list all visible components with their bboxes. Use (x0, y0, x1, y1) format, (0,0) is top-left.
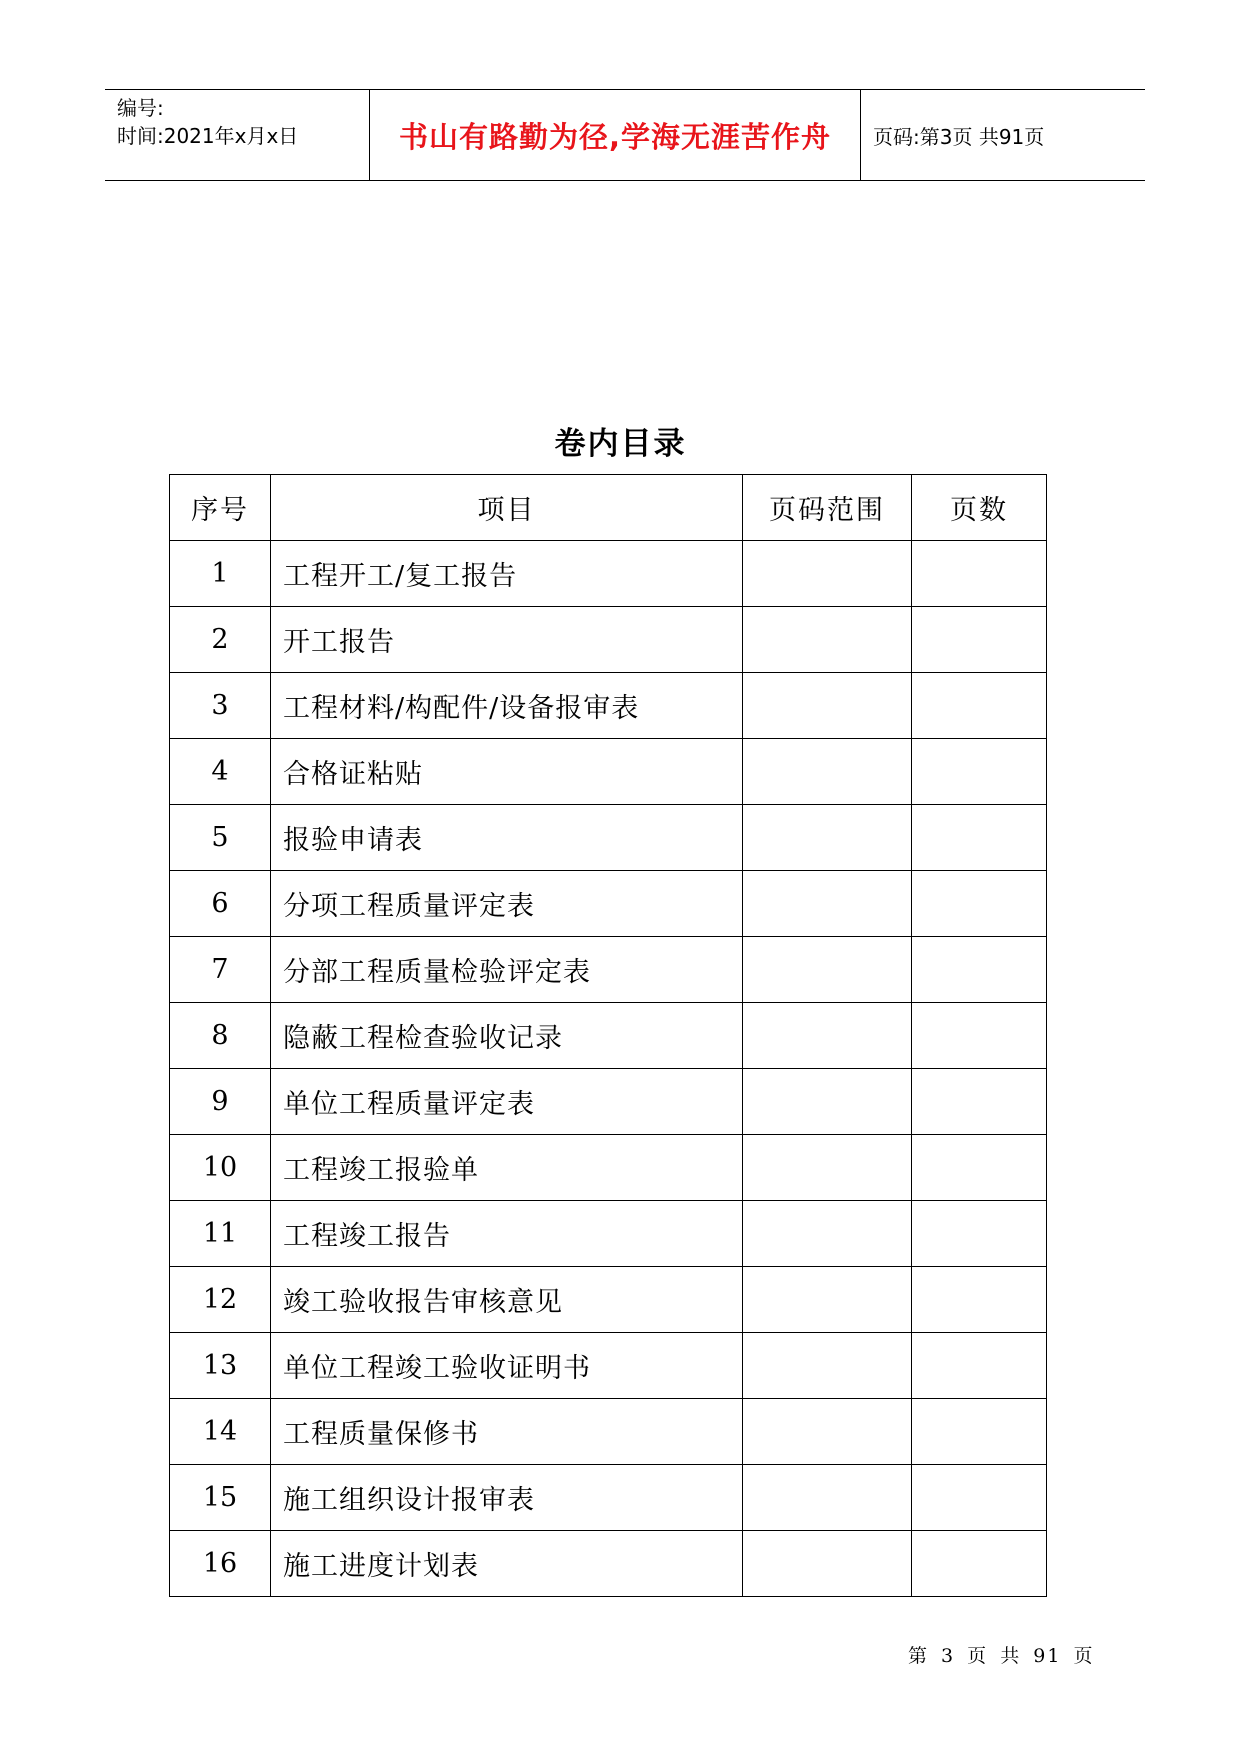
row-item: 工程竣工报告 (271, 1201, 743, 1267)
toc-table (169, 474, 1047, 1597)
row-page-count (912, 871, 1047, 937)
toc-header-row (170, 475, 1047, 541)
row-number: 13 (170, 1333, 271, 1399)
header-motto: 书山有路勤为径,学海无涯苦作舟 (370, 90, 861, 180)
row-item: 竣工验收报告审核意见 (271, 1267, 743, 1333)
row-number: 3 (170, 673, 271, 739)
row-number: 6 (170, 871, 271, 937)
row-item: 开工报告 (271, 607, 743, 673)
table-row (170, 1333, 1047, 1399)
row-number: 14 (170, 1399, 271, 1465)
row-number: 8 (170, 1003, 271, 1069)
table-row (170, 541, 1047, 607)
row-page-count (912, 541, 1047, 607)
row-number: 10 (170, 1135, 271, 1201)
header-page-range: 页码范围 (743, 475, 912, 541)
row-page-count (912, 1069, 1047, 1135)
row-item: 施工进度计划表 (271, 1531, 743, 1597)
row-page-range (743, 937, 912, 1003)
row-page-count (912, 1531, 1047, 1597)
page-footer: 第 3 页 共 91 页 (908, 1645, 1095, 1667)
row-number: 2 (170, 607, 271, 673)
table-row (170, 1135, 1047, 1201)
row-page-count (912, 1201, 1047, 1267)
row-page-range (743, 871, 912, 937)
table-row (170, 1267, 1047, 1333)
table-row (170, 1201, 1047, 1267)
row-item: 工程开工/复工报告 (271, 541, 743, 607)
header-no: 序号 (170, 475, 271, 541)
row-page-count (912, 739, 1047, 805)
row-number: 12 (170, 1267, 271, 1333)
row-page-count (912, 607, 1047, 673)
row-page-count (912, 1399, 1047, 1465)
table-row (170, 1003, 1047, 1069)
row-item: 单位工程质量评定表 (271, 1069, 743, 1135)
table-row (170, 937, 1047, 1003)
row-number: 7 (170, 937, 271, 1003)
row-number: 4 (170, 739, 271, 805)
header-item: 项目 (271, 475, 743, 541)
row-page-range (743, 1531, 912, 1597)
toc-body (170, 541, 1047, 1597)
table-row (170, 739, 1047, 805)
row-page-count (912, 1135, 1047, 1201)
header-meta (105, 90, 370, 180)
row-item: 工程竣工报验单 (271, 1135, 743, 1201)
document-title: 卷内目录 (554, 426, 687, 462)
time-label: 时间:2021年x月x日 (117, 124, 299, 148)
row-page-range (743, 673, 912, 739)
row-page-count (912, 1267, 1047, 1333)
row-number: 15 (170, 1465, 271, 1531)
table-row (170, 805, 1047, 871)
row-item: 报验申请表 (271, 805, 743, 871)
table-row (170, 1399, 1047, 1465)
row-number: 16 (170, 1531, 271, 1597)
header-page-count: 页数 (912, 475, 1047, 541)
row-number: 5 (170, 805, 271, 871)
row-item: 隐蔽工程检查验收记录 (271, 1003, 743, 1069)
row-page-range (743, 1465, 912, 1531)
row-page-range (743, 805, 912, 871)
row-item: 施工组织设计报审表 (271, 1465, 743, 1531)
row-page-count (912, 937, 1047, 1003)
row-page-count (912, 1465, 1047, 1531)
table-row (170, 607, 1047, 673)
row-number: 11 (170, 1201, 271, 1267)
row-item: 单位工程竣工验收证明书 (271, 1333, 743, 1399)
row-page-range (743, 1267, 912, 1333)
table-row (170, 1069, 1047, 1135)
row-item: 工程材料/构配件/设备报审表 (271, 673, 743, 739)
row-page-range (743, 1003, 912, 1069)
row-page-count (912, 673, 1047, 739)
table-row (170, 1465, 1047, 1531)
row-page-range (743, 607, 912, 673)
number-label: 编号: (117, 96, 164, 120)
row-page-range (743, 739, 912, 805)
row-item: 分部工程质量检验评定表 (271, 937, 743, 1003)
row-page-count (912, 1333, 1047, 1399)
table-row (170, 673, 1047, 739)
row-page-range (743, 1135, 912, 1201)
row-page-range (743, 1399, 912, 1465)
row-page-range (743, 1069, 912, 1135)
row-page-range (743, 1333, 912, 1399)
table-row (170, 871, 1047, 937)
header-page-info: 页码:第3页 共91页 (873, 124, 1045, 149)
row-item: 工程质量保修书 (271, 1399, 743, 1465)
row-page-count (912, 805, 1047, 871)
row-page-range (743, 541, 912, 607)
row-item: 分项工程质量评定表 (271, 871, 743, 937)
row-number: 9 (170, 1069, 271, 1135)
row-number: 1 (170, 541, 271, 607)
row-item: 合格证粘贴 (271, 739, 743, 805)
page-header (105, 89, 1145, 181)
table-row (170, 1531, 1047, 1597)
row-page-count (912, 1003, 1047, 1069)
row-page-range (743, 1201, 912, 1267)
